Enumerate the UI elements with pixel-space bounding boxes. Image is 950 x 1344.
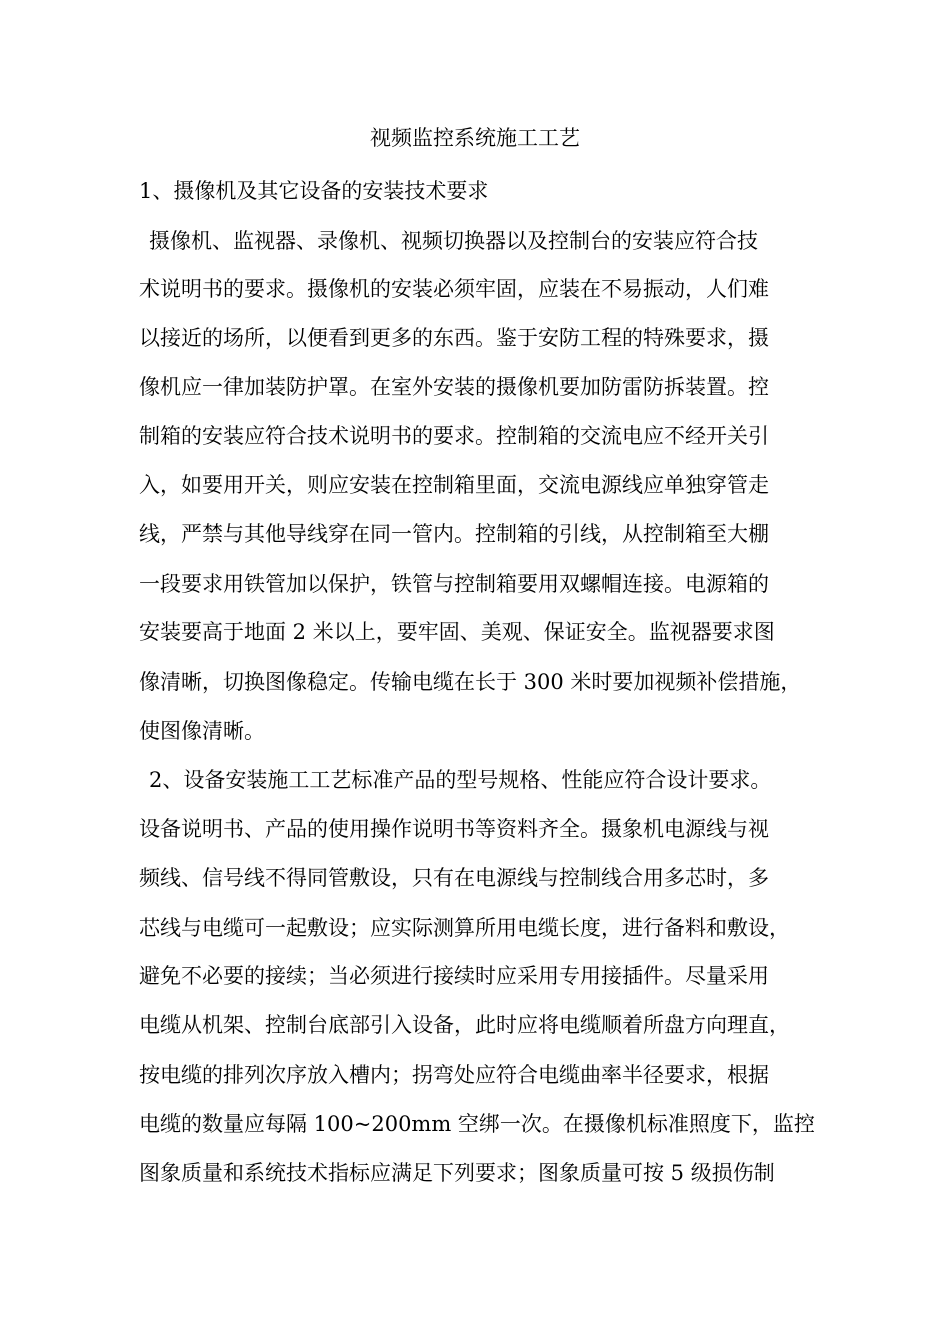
- paragraph-line: 摄像机、监视器、录像机、视频切换器以及控制台的安装应符合技: [149, 229, 758, 253]
- paragraph-line: 制箱的安装应符合技术说明书的要求。控制箱的交流电应不经开关引: [139, 424, 769, 448]
- paragraph-line: 安装要高于地面 2 米以上，要牢固、美观、保证安全。监视器要求图: [139, 620, 775, 644]
- paragraph-line: 入，如要用开关，则应安装在控制箱里面，交流电源线应单独穿管走: [139, 473, 769, 497]
- paragraph-line: 按电缆的排列次序放入槽内；拐弯处应符合电缆曲率半径要求，根据: [139, 1063, 769, 1087]
- paragraph-line: 像清晰，切换图像稳定。传输电缆在长于 300 米时要加视频补偿措施，: [139, 670, 802, 694]
- paragraph-line: 图象质量和系统技术指标应满足下列要求；图象质量可按 5 级损伤制: [139, 1161, 775, 1185]
- paragraph-line: 像机应一律加装防护罩。在室外安装的摄像机要加防雷防拆装置。控: [139, 375, 769, 399]
- paragraph-line: 以接近的场所，以便看到更多的东西。鉴于安防工程的特殊要求，摄: [139, 326, 769, 350]
- paragraph-line: 频线、信号线不得同管敷设，只有在电源线与控制线合用多芯时，多: [139, 866, 769, 890]
- document-title: 视频监控系统施工工艺: [370, 126, 580, 150]
- paragraph-line: 设备说明书、产品的使用操作说明书等资料齐全。摄象机电源线与视: [139, 817, 769, 841]
- section-2-heading: 2、设备安装施工工艺标准产品的型号规格、性能应符合设计要求。: [149, 768, 772, 792]
- paragraph-line: 电缆从机架、控制台底部引入设备，此时应将电缆顺着所盘方向理直，: [139, 1013, 790, 1037]
- paragraph-line: 使图像清晰。: [139, 719, 265, 743]
- paragraph-line: 避免不必要的接续；当必须进行接续时应采用专用接插件。尽量采用: [139, 964, 769, 988]
- paragraph-line: 线，严禁与其他导线穿在同一管内。控制箱的引线，从控制箱至大棚: [139, 522, 769, 546]
- paragraph-line: 电缆的数量应每隔 100~200mm 空绑一次。在摄像机标准照度下，监控: [139, 1112, 815, 1136]
- paragraph-line: 术说明书的要求。摄像机的安装必须牢固，应装在不易振动，人们难: [139, 277, 769, 301]
- paragraph-line: 芯线与电缆可一起敷设；应实际测算所用电缆长度，进行备料和敷设，: [139, 916, 790, 940]
- paragraph-line: 一段要求用铁管加以保护，铁管与控制箱要用双螺帽连接。电源箱的: [139, 572, 769, 596]
- section-1-heading: 1、摄像机及其它设备的安装技术要求: [139, 179, 489, 203]
